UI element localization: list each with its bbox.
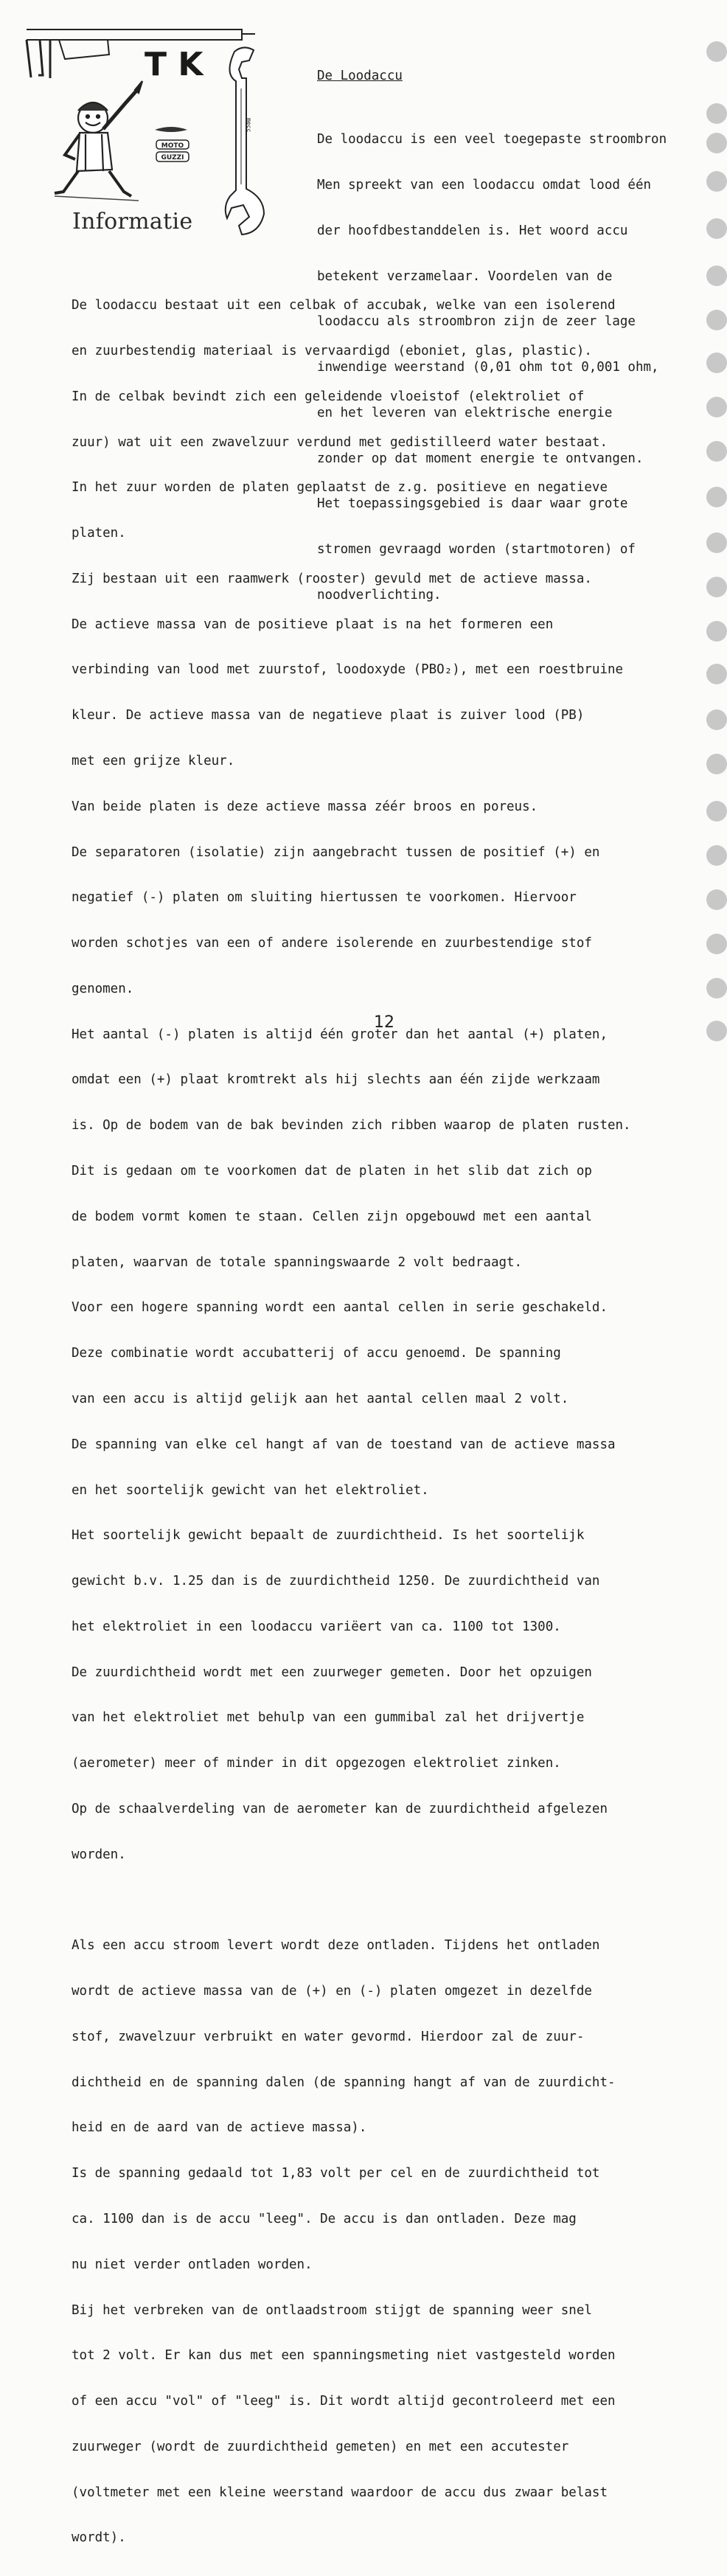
text-line: zonder op dat moment energie te ontvangen. xyxy=(317,451,644,466)
informatie-caption: Informatie xyxy=(72,209,193,235)
text-line: wordt de actieve massa van de (+) en (-) platen omgezet in dezelfde xyxy=(72,1984,592,1999)
punch-hole-icon xyxy=(706,709,727,730)
text-line: dichtheid en de spanning dalen (de spanning hangt af van de zuurdicht- xyxy=(72,2075,616,2090)
text-line: en het soortelijk gewicht van het elektroliet. xyxy=(72,1482,429,1498)
punch-hole-icon xyxy=(706,845,727,866)
text-line: Bij het verbreken van de ontlaadstroom stijgt de spanning weer snel xyxy=(72,2302,592,2318)
text-line: Voor een hogere spanning wordt een aantal cellen in serie geschakeld. xyxy=(72,1300,608,1316)
punch-hole-icon xyxy=(706,934,727,954)
text-line: platen. xyxy=(72,526,126,541)
text-line: (voltmeter met een kleine weerstand waardoor de accu dus zwaar belast xyxy=(72,2485,608,2500)
wrench-label: mecc xyxy=(246,118,252,133)
text-line: noodverlichting. xyxy=(317,588,442,603)
text-line: ca. 1100 dan is de accu "leeg". De accu is dan ontladen. Deze mag xyxy=(72,2212,577,2226)
article-body xyxy=(72,268,720,2576)
wrench-icon xyxy=(226,47,264,235)
text-line: der hoofdbestanddelen is. Het woord accu xyxy=(317,223,628,238)
text-line: betekent verzamelaar. Voordelen van de xyxy=(317,268,613,284)
mechanic-figure-icon xyxy=(55,81,142,196)
punch-hole-icon xyxy=(706,664,727,684)
text-line: De loodaccu bestaat uit een celbak of accubak, welke van een isolerend xyxy=(72,298,616,313)
text-line: Deze combinatie wordt accubatterij of accu genoemd. De spanning xyxy=(72,1346,561,1361)
text-line: (aerometer) meer of minder in dit opgezogen elektroliet zinken. xyxy=(72,1756,561,1771)
text-line: De zuurdichtheid wordt met een zuurweger gemeten. Door het opzuigen xyxy=(72,1664,592,1680)
text-line: Het soortelijk gewicht bepaalt de zuurdichtheid. Is het soortelijk xyxy=(72,1528,585,1544)
text-line: worden schotjes van een of andere isolerende en zuurbestendige stof xyxy=(72,936,592,951)
text-line: en zuurbestendig materiaal is vervaardigd (eboniet, glas, plastic). xyxy=(72,343,592,358)
punch-hole-icon xyxy=(706,310,727,330)
text-line: inwendige weerstand (0,01 ohm tot 0,001 ohm, xyxy=(317,360,659,375)
text-line: negatief (-) platen om sluiting hiertussen te voorkomen. Hiervoor xyxy=(72,890,577,906)
text-line: zuur) wat uit een zwavelzuur verdund met gedistilleerd water bestaat. xyxy=(72,434,608,450)
text-line: Het toepassingsgebied is daar waar grote xyxy=(317,496,628,512)
text-line: tot 2 volt. Er kan dus met een spanningsmeting niet vastgesteld worden xyxy=(72,2348,616,2364)
text-line: van het elektroliet met behulp van een gummibal zal het drijvertje xyxy=(72,1710,585,1726)
punch-hole-icon xyxy=(706,487,727,507)
punch-hole-icon xyxy=(706,621,727,642)
punch-hole-icon xyxy=(706,1021,727,1041)
moto-guzzi-emblem-icon xyxy=(155,127,189,162)
punch-hole-icon xyxy=(706,397,727,417)
text-line: In het zuur worden de platen geplaatst de z.g. positieve en negatieve xyxy=(72,480,608,496)
text-line: Van beide platen is deze actieve massa zéér broos en poreus. xyxy=(72,799,538,814)
text-line: kleur. De actieve massa van de negatieve plaat is zuiver lood (PB) xyxy=(72,708,585,723)
text-line: De separatoren (isolatie) zijn aangebracht tussen de positief (+) en xyxy=(72,844,600,860)
punch-hole-icon xyxy=(706,133,727,153)
text-line: De spanning van elke cel hangt af van de toestand van de actieve massa xyxy=(72,1437,616,1452)
text-line: gewicht b.v. 1.25 dan is de zuurdichtheid 1250. De zuurdichtheid van xyxy=(72,1574,600,1589)
text-line: Op de schaalverdeling van de aerometer kan de zuurdichtheid afgelezen xyxy=(72,1801,608,1816)
text-line: platen, waarvan de totale spanningswaarde 2 volt bedraagt. xyxy=(72,1254,523,1270)
text-line: Men spreekt van een loodaccu omdat lood één xyxy=(317,177,652,192)
page-number: 12 xyxy=(374,1013,394,1032)
binder-holes xyxy=(705,0,727,1034)
text-line: of een accu "vol" of "leeg" is. Dit wordt altijd gecontroleerd met een xyxy=(72,2394,616,2409)
text-line: worden. xyxy=(72,1847,126,1862)
text-line: stof, zwavelzuur verbruikt en water gevormd. Hierdoor zal de zuur- xyxy=(72,2029,585,2044)
text-line: Het aantal (-) platen is altijd één groter dan het aantal (+) platen, xyxy=(72,1027,608,1042)
punch-hole-icon xyxy=(706,171,727,192)
text-line: heid en de aard van de actieve massa). xyxy=(72,2120,367,2136)
article-title: De Loodaccu xyxy=(317,69,403,83)
text-line: De actieve massa van de positieve plaat is na het formeren een xyxy=(72,617,554,632)
text-line: stromen gevraagd worden (startmotoren) of xyxy=(317,542,636,558)
text-line: loodaccu als stroombron zijn de zeer lage xyxy=(317,314,636,330)
text-line: het elektroliet in een loodaccu variëert van ca. 1100 tot 1300. xyxy=(72,1619,561,1634)
text-line: wordt). xyxy=(72,2530,126,2546)
logo-letters: T K xyxy=(145,46,204,83)
text-line: zuurweger (wordt de zuurdichtheid gemeten) en met een accutester xyxy=(72,2439,569,2454)
punch-hole-icon xyxy=(706,801,727,822)
punch-hole-icon xyxy=(706,265,727,286)
punch-hole-icon xyxy=(706,889,727,910)
punch-hole-icon xyxy=(706,41,727,62)
punch-hole-icon xyxy=(706,754,727,774)
punch-hole-icon xyxy=(706,103,727,124)
text-line: van een accu is altijd gelijk aan het aantal cellen maal 2 volt. xyxy=(72,1391,569,1406)
text-line: de bodem vormt komen te staan. Cellen zijn opgebouwd met een aantal xyxy=(72,1209,592,1224)
text-line: Dit is gedaan om te voorkomen dat de platen in het slib dat zich op xyxy=(72,1164,592,1179)
svg-text:GUZZI: GUZZI xyxy=(161,154,184,162)
text-line: met een grijze kleur. xyxy=(72,754,235,768)
text-line: omdat een (+) plaat kromtrekt als hij slechts aan één zijde werkzaam xyxy=(72,1072,600,1088)
punch-hole-icon xyxy=(706,532,727,553)
punch-hole-icon xyxy=(706,441,727,462)
paragraph-gap xyxy=(72,1893,720,1909)
text-line: is. Op de bodem van de bak bevinden zich ribben waarop de platen rusten. xyxy=(72,1118,631,1133)
punch-hole-icon xyxy=(706,218,727,239)
text-line: Als een accu stroom levert wordt deze ontladen. Tijdens het ontladen xyxy=(72,1938,600,1954)
text-line: nu niet verder ontladen worden. xyxy=(72,2257,313,2272)
text-line: Is de spanning gedaald tot 1,83 volt per cel en de zuurdichtheid tot xyxy=(72,2166,600,2181)
punch-hole-icon xyxy=(706,978,727,999)
text-line: In de celbak bevindt zich een geleidende vloeistof (elektroliet of xyxy=(72,389,585,404)
text-line: en het leveren van elektrische energie xyxy=(317,405,613,420)
text-line: verbinding van lood met zuurstof, loodoxyde (PBO₂), met een roestbruine xyxy=(72,662,624,678)
svg-text:MOTO: MOTO xyxy=(161,142,184,150)
text-line: Zij bestaan uit een raamwerk (rooster) gevuld met de actieve massa. xyxy=(72,571,592,586)
punch-hole-icon xyxy=(706,353,727,373)
text-line: De loodaccu is een veel toegepaste stroombron xyxy=(317,132,667,147)
punch-hole-icon xyxy=(706,577,727,597)
text-line: genomen. xyxy=(72,981,134,996)
